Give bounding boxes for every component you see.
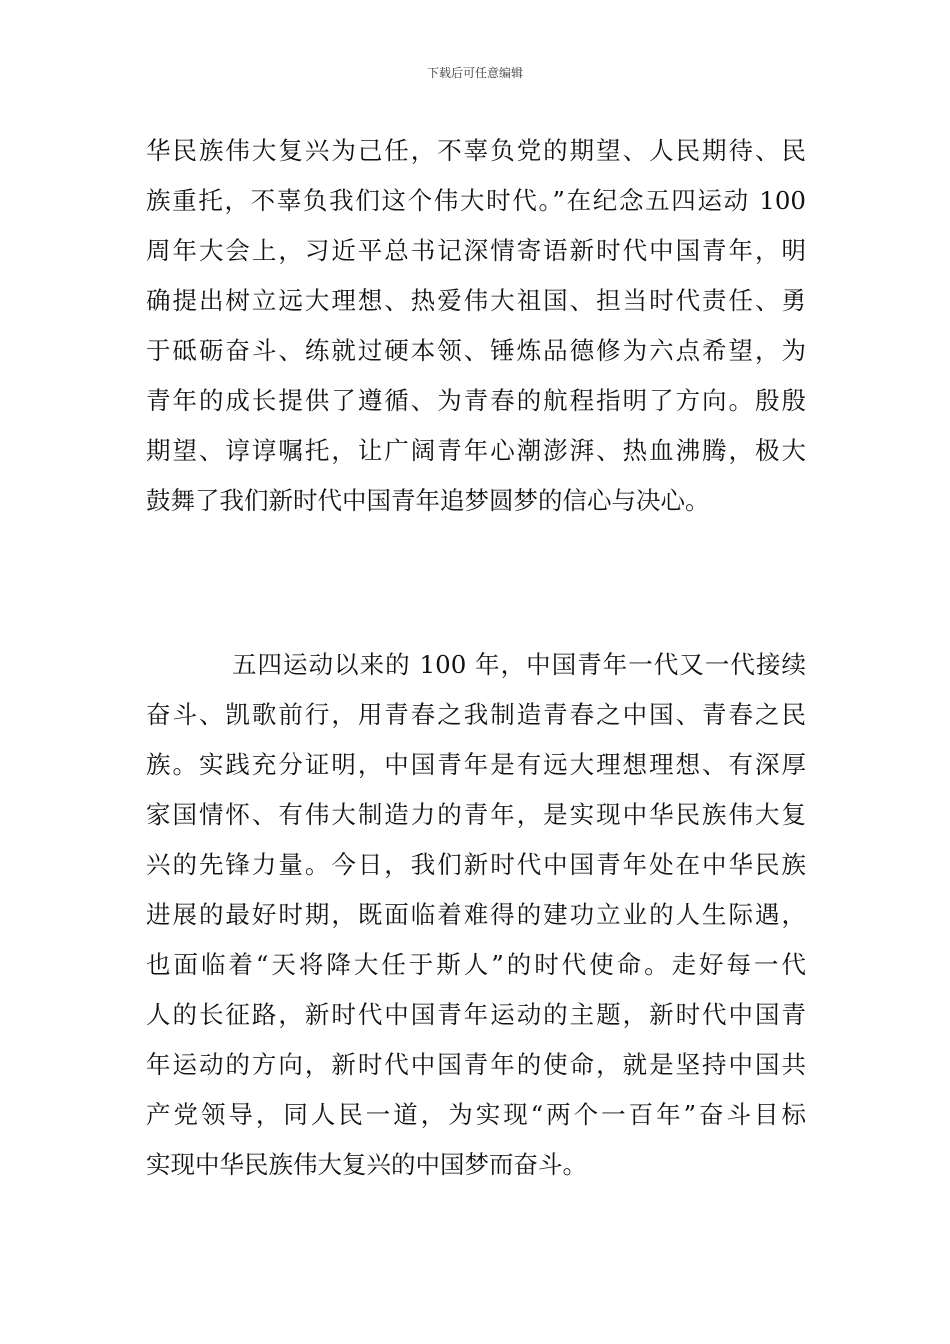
paragraph-line: 五四运动以来的 100 年，中国青年一代又一代接续	[232, 650, 806, 679]
paragraph-line: 家国情怀、有伟大制造力的青年，是实现中华民族伟大复	[146, 800, 806, 829]
paragraph-line: 也面临着“天将降大任于斯人”的时代使命。走好每一代	[146, 950, 806, 979]
paragraph-line: 周年大会上，习近平总书记深情寄语新时代中国青年，明	[146, 236, 806, 265]
paragraph-2	[146, 640, 806, 1190]
paragraph-line: 族。实践充分证明，中国青年是有远大理想理想、有深厚	[146, 750, 806, 779]
page-header-note: 下载后可任意编辑	[426, 66, 523, 80]
paragraph-line: 兴的先锋力量。今日，我们新时代中国青年处在中华民族	[146, 850, 806, 879]
document-body	[146, 126, 806, 1190]
paragraph-line: 进展的最好时期，既面临着难得的建功立业的人生际遇，	[146, 900, 806, 929]
paragraph-line: 产党领导，同人民一道，为实现“两个一百年”奋斗目标	[146, 1100, 806, 1129]
paragraph-line: 鼓舞了我们新时代中国青年追梦圆梦的信心与决心。	[146, 486, 710, 515]
paragraph-line: 族重托，不辜负我们这个伟大时代。”在纪念五四运动 100	[146, 186, 806, 215]
paragraph-1	[146, 126, 806, 526]
paragraph-line: 于砥砺奋斗、练就过硬本领、锤炼品德修为六点希望，为	[146, 336, 806, 365]
paragraph-line: 青年的成长提供了遵循、为青春的航程指明了方向。殷殷	[146, 386, 806, 415]
paragraph-line: 年运动的方向，新时代中国青年的使命，就是坚持中国共	[146, 1050, 806, 1079]
paragraph-line: 确提出树立远大理想、热爱伟大祖国、担当时代责任、勇	[146, 286, 806, 315]
paragraph-line: 华民族伟大复兴为己任，不辜负党的期望、人民期待、民	[146, 136, 806, 165]
paragraph-line: 奋斗、凯歌前行，用青春之我制造青春之中国、青春之民	[146, 700, 806, 729]
paragraph-line: 实现中华民族伟大复兴的中国梦而奋斗。	[146, 1150, 587, 1179]
paragraph-line: 人的长征路，新时代中国青年运动的主题，新时代中国青	[146, 1000, 806, 1029]
paragraph-spacer	[146, 526, 806, 640]
paragraph-line: 期望、谆谆嘱托，让广阔青年心潮澎湃、热血沸腾，极大	[146, 436, 806, 465]
